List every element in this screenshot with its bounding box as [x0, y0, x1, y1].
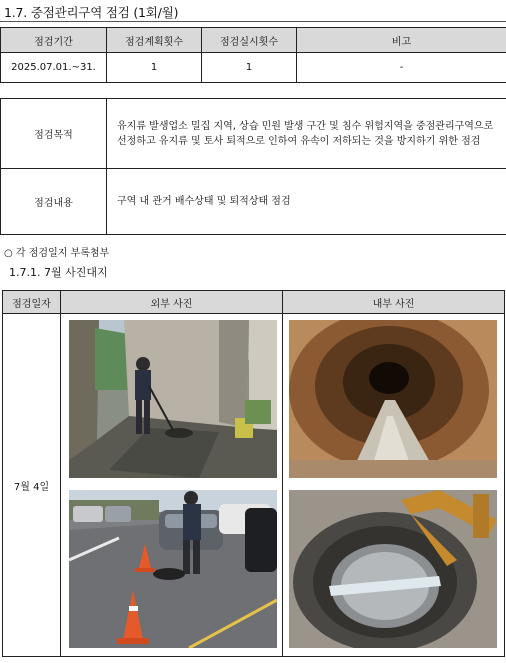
header-interior-photos: 내부 사진: [283, 291, 505, 314]
title-divider: [0, 21, 506, 22]
header-remarks: 비고: [297, 28, 506, 53]
purpose-label: 점검목적: [1, 99, 107, 169]
cell-performed-count: 1: [202, 53, 297, 83]
interior-photo-cell: [283, 314, 505, 657]
header-exterior-photos: 외부 사진: [61, 291, 283, 314]
header-planned-count: 점검계획횟수: [107, 28, 202, 53]
section-title: 1.7. 중점관리구역 점검 (1회/월): [4, 5, 179, 20]
exterior-photo-street: [69, 490, 277, 648]
exterior-photo-alley: [69, 320, 277, 478]
inspection-detail-table: [0, 98, 506, 235]
cell-period: 2025.07.01.~31.: [1, 53, 107, 83]
purpose-text: 유지류 발생업소 밀집 지역, 상습 민원 발생 구간 및 침수 위험지역을 중점관리구역으로 선정하고 유지류 및 토사 퇴적으로 인하여 유속이 저하되는 것을 방지하기 위한 점검: [107, 99, 506, 169]
table-row: [1, 169, 506, 235]
content-text: 구역 내 관거 배수상태 및 퇴적상태 점검: [107, 169, 506, 235]
cell-planned-count: 1: [107, 53, 202, 83]
table-row: [1, 99, 506, 169]
exterior-photo-cell: [61, 314, 283, 657]
photo-section-title: 1.7.1. 7월 사진대지: [9, 266, 108, 279]
attachment-note: ○ 각 점검일지 부록첨부: [4, 248, 110, 259]
header-inspection-date: 점검일자: [3, 291, 61, 314]
photo-log-table: [2, 290, 505, 657]
header-period: 점검기간: [1, 28, 107, 53]
inspection-schedule-table: [0, 27, 506, 83]
header-performed-count: 점검실시횟수: [202, 28, 297, 53]
table-header-row: [3, 291, 505, 314]
inspection-date: 7월 4일: [3, 314, 61, 657]
content-label: 점검내용: [1, 169, 107, 235]
table-row: [3, 314, 505, 657]
interior-photo-manhole: [289, 490, 497, 648]
cell-remarks: -: [297, 53, 506, 83]
interior-photo-pipe: [289, 320, 497, 478]
table-row: [1, 53, 506, 83]
table-header-row: [1, 28, 506, 53]
